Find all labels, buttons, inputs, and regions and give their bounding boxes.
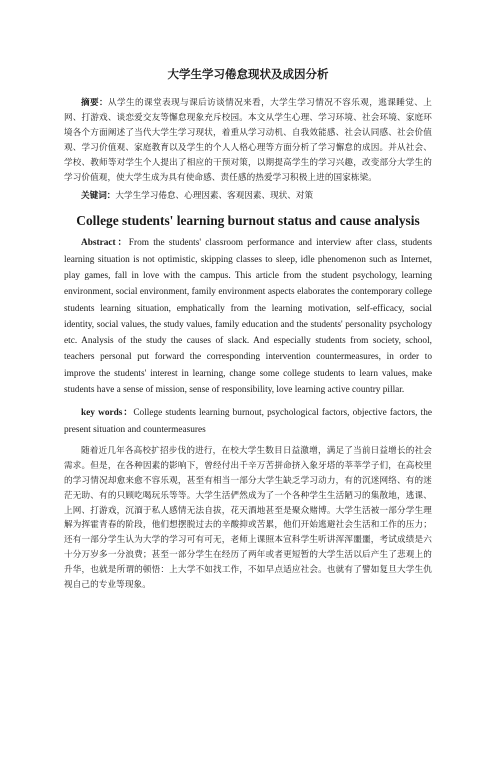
keywords-english-text: College students learning burnout, psychological factors, objective factors, the present situation and countermeasures xyxy=(64,408,432,435)
keywords-english-label: key words： xyxy=(81,408,134,419)
document-page xyxy=(0,67,496,769)
abstract-english-text: From the students' classroom performance and interview after class, students learning situation is not optimistic, skipping classes to sleep, idle phenomenon such as Internet, play games, fall in love with the campus. This article from the student psychology, learning environment, social environment, family environment aspects elaborates the contemporary college students learning situation, emphatically from the learning motivation, self-efficacy, social identity, social values, the study values, family education and the students' personality psychology etc. Analysis of the study the causes of slack. And especially students from society, school, teachers personal put forward the corresponding intervention countermeasures, in order to improve the students' interest in learning, change some college students to learn values, make students have a sense of mission, sense of responsibility, love learning active country pillar. xyxy=(64,238,432,396)
abstract-chinese-label: 摘要： xyxy=(81,98,109,108)
abstract-chinese xyxy=(64,96,432,185)
abstract-chinese-text: 从学生的课堂表现与课后访谈情况来看，大学生学习情况不容乐观，逃课睡觉、上网、打游戏、谈恋爱交友等懈怠现象充斥校园。本文从学生心理、学习环境、社会环境、家庭环境各个方面阐述了当代大学生学习现状，着重从学习动机、自我效能感、社会认同感、社会价值观、学习价值观、家庭教育以及学生的个人人格心理等方面分析了学习懈怠的成因。并从社会、学校、教师等对学生个人提出了相应的干预对策，以期提高学生的学习兴趣，改变部分大学生的学习价值观，使大学生成为具有使命感、责任感的热爱学习积极上进的国家栋梁。 xyxy=(64,98,432,183)
page-title-english: College students' learning burnout status and cause analysis xyxy=(76,213,420,229)
keywords-chinese-label: 关键词： xyxy=(81,191,116,202)
keywords-chinese-text: 大学生学习倦怠、心理因素、客观因素、现状、对策 xyxy=(115,191,314,202)
content-area xyxy=(0,67,496,593)
body-paragraph: 随着近几年各高校扩招步伐的进行，在校大学生数目日益激增，满足了当前日益增长的社会需求。但是，在各种因素的影响下，曾经付出千辛万苦拼命挤入象牙塔的莘莘学子们，在高校里的学习情况却愈来愈不容乐观，甚至有相当一部分大学生缺乏学习动力，有的沉迷网络、有的迷茫无助、有的只顾吃喝玩乐等等。大学生活俨然成为了一个各种学生生活陋习的集散地，逃课、上网、打游戏，沉湎于私人感情无法自拔，花天酒地甚至是聚众赌博。大学生活被一部分学生理解为挥霍青春的阶段，他们想摆脱过去的辛酸抑或苦累，他们开始逃避社会生活和工作的压力；还有一部分学生认为大学的学习可有可无，老师上课照本宣科学生听讲浑浑噩噩，考试成绩是六十分万岁多一分浪费；甚至一部分学生在经历了两年或者更短暂的大学生活以后产生了悲观上的升华，也就是所谓的顿悟：上大学不如找工作，不如早点适应社会。也就有了譬如复旦大学生仇视自己的专业等现象。 xyxy=(64,445,432,591)
keywords-english xyxy=(64,405,432,438)
abstract-english-label: Abstract： xyxy=(81,238,129,249)
keywords-chinese xyxy=(64,189,432,204)
abstract-english xyxy=(64,235,432,398)
page-title-chinese: 大学生学习倦怠现状及成因分析 xyxy=(167,67,329,81)
